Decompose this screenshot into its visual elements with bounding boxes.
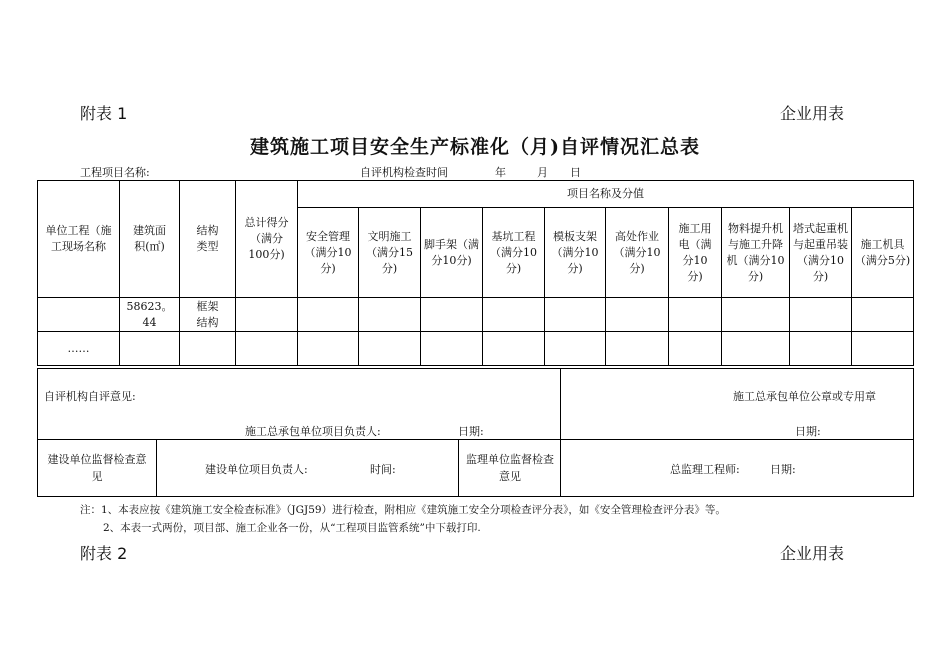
item-civilized: 文明施工（满分15分) xyxy=(359,208,421,298)
note-2: 2、本表一式两份，项目部、施工企业各一份，从“工程项目监管系统”中下载打印. xyxy=(103,522,481,534)
item-height-work: 高处作业（满分10分) xyxy=(606,208,669,298)
group-header: 项目名称及分值 xyxy=(298,181,914,208)
inspect-time-label: 自评机构检查时间 xyxy=(360,166,448,179)
summary-table xyxy=(37,180,914,366)
col-area-header: 建筑面积(㎡) xyxy=(120,181,180,298)
supervisor-date-label: 日期: xyxy=(770,463,796,476)
note-1: 注：1、本表应按《建筑施工安全检查标准》（JGJ59）进行检查，附相应《建筑施工安全分项检查评分表》，如《安全管理检查评分表》等。 xyxy=(80,504,726,516)
month-label: 月 xyxy=(537,166,548,179)
owner-time-label: 时间: xyxy=(370,463,396,476)
item-machinery: 施工机具（满分5分) xyxy=(852,208,914,298)
owner-person-label: 建设单位项目负责人: xyxy=(205,463,308,476)
item-crane: 塔式起重机与起重吊装（满分10分) xyxy=(790,208,852,298)
self-opinion-label: 自评机构自评意见: xyxy=(44,390,136,403)
day-label: 日 xyxy=(570,166,581,179)
item-electricity: 施工用电（满分10分) xyxy=(669,208,722,298)
item-hoist: 物料提升机与施工升降机（满分10分) xyxy=(722,208,790,298)
row1-unit xyxy=(38,298,120,332)
enterprise-use-label: 企业用表 xyxy=(780,104,845,123)
project-name-label: 工程项目名称: xyxy=(80,166,150,179)
opinion-date-label: 日期: xyxy=(458,425,484,438)
seal-date-label: 日期: xyxy=(795,425,821,438)
appendix-2-label: 附表 2 xyxy=(80,544,128,563)
enterprise-use-label-2: 企业用表 xyxy=(780,544,845,563)
page-title: 建筑施工项目安全生产标准化（月)自评情况汇总表 xyxy=(250,136,700,158)
col-struct-header: 结构类型 xyxy=(180,181,236,298)
owner-opinion-label: 建设单位监督检查意见 xyxy=(47,453,147,483)
row2-unit: …… xyxy=(38,332,120,366)
row1-area: 58623。44 xyxy=(120,298,180,332)
project-manager-label: 施工总承包单位项目负责人: xyxy=(245,425,381,438)
row1-struct: 框架结构 xyxy=(180,298,236,332)
chief-supervisor-label: 总监理工程师: xyxy=(670,463,740,476)
year-label: 年 xyxy=(495,166,506,179)
seal-box xyxy=(560,368,914,440)
item-safety-mgmt: 安全管理（满分10分) xyxy=(298,208,359,298)
appendix-1-label: 附表 1 xyxy=(80,104,128,123)
item-formwork: 模板支架（满分10分) xyxy=(545,208,606,298)
item-foundation-pit: 基坑工程（满分10分) xyxy=(483,208,545,298)
col-total-header: 总计得分（满分100分) xyxy=(236,181,298,298)
seal-label: 施工总承包单位公章或专用章 xyxy=(733,390,876,403)
col-unit-header: 单位工程（施工现场名称 xyxy=(38,181,120,298)
item-scaffold: 脚手架（满分10分) xyxy=(421,208,483,298)
supervisor-opinion-label: 监理单位监督检查意见 xyxy=(466,453,554,483)
